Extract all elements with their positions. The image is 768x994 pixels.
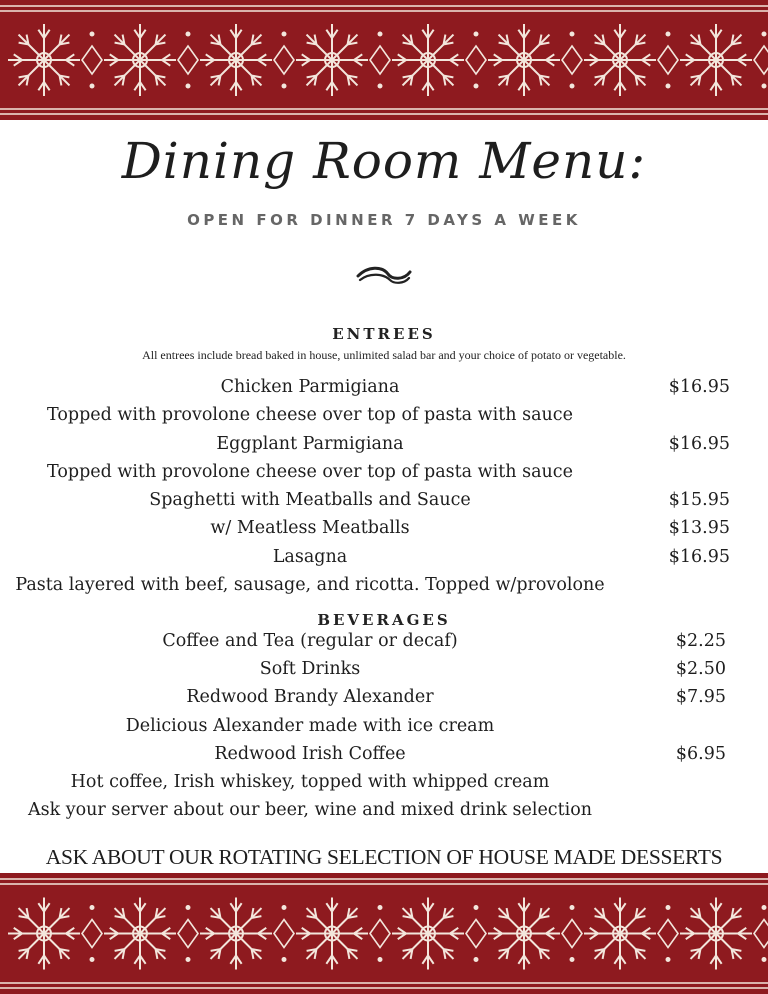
diamond-ornament-icon xyxy=(562,920,582,948)
menu-item-name: Coffee and Tea (regular or decaf) xyxy=(162,631,458,651)
menu-item-price: $6.95 xyxy=(675,744,726,764)
diamond-ornament-icon xyxy=(82,920,102,948)
dot-ornament-icon xyxy=(762,32,767,37)
top-snowflake-border xyxy=(0,0,768,120)
snowflake-icon xyxy=(680,898,752,970)
diamond-ornament-icon xyxy=(274,920,294,948)
menu-item-price: $7.95 xyxy=(675,687,726,707)
swirl-divider-icon xyxy=(354,262,414,290)
dot-ornament-icon xyxy=(282,905,287,910)
snowflake-icon xyxy=(392,898,464,970)
menu-item-name: Lasagna xyxy=(272,547,348,567)
menu-item-price: $15.95 xyxy=(668,490,730,510)
snowflake-icon xyxy=(296,24,368,96)
dot-ornament-icon xyxy=(570,84,575,89)
snowflake-pattern-bottom xyxy=(0,873,768,994)
dot-ornament-icon xyxy=(90,905,95,910)
snowflake-pattern-top xyxy=(0,0,768,120)
dot-ornament-icon xyxy=(666,905,671,910)
dot-ornament-icon xyxy=(378,905,383,910)
dot-ornament-icon xyxy=(762,905,767,910)
menu-item-price: $16.95 xyxy=(668,547,730,567)
dot-ornament-icon xyxy=(378,32,383,37)
dot-ornament-icon xyxy=(666,84,671,89)
menu-item-price: $16.95 xyxy=(668,377,730,397)
dot-ornament-icon xyxy=(186,84,191,89)
menu-item-name: Redwood Brandy Alexander xyxy=(186,687,434,707)
dot-ornament-icon xyxy=(570,905,575,910)
dot-ornament-icon xyxy=(378,84,383,89)
menu-item-price: $16.95 xyxy=(668,434,730,454)
dot-ornament-icon xyxy=(666,32,671,37)
diamond-ornament-icon xyxy=(754,46,768,74)
dot-ornament-icon xyxy=(474,32,479,37)
menu-item-name: Chicken Parmigiana xyxy=(220,377,400,397)
beverages-note: Ask your server about our beer, wine and mixed drink selection xyxy=(27,800,593,820)
dot-ornament-icon xyxy=(186,905,191,910)
dot-ornament-icon xyxy=(282,32,287,37)
diamond-ornament-icon xyxy=(466,920,486,948)
page-subtitle: OPEN FOR DINNER 7 DAYS A WEEK xyxy=(187,211,581,229)
menu-item-description: Topped with provolone cheese over top of pasta with sauce xyxy=(47,405,573,425)
menu-item-name: Soft Drinks xyxy=(259,659,361,679)
menu-item-description: Pasta layered with beef, sausage, and ricotta. Topped w/provolone xyxy=(15,575,605,595)
menu-item-description: Topped with provolone cheese over top of pasta with sauce xyxy=(47,462,573,482)
diamond-ornament-icon xyxy=(370,920,390,948)
dot-ornament-icon xyxy=(570,957,575,962)
dot-ornament-icon xyxy=(90,84,95,89)
dot-ornament-icon xyxy=(186,957,191,962)
dot-ornament-icon xyxy=(282,957,287,962)
diamond-ornament-icon xyxy=(658,920,678,948)
menu-item-price: $2.50 xyxy=(675,659,726,679)
entrees-heading: ENTREES xyxy=(332,325,436,343)
diamond-ornament-icon xyxy=(658,46,678,74)
menu-item-price: $13.95 xyxy=(668,518,730,538)
snowflake-icon xyxy=(200,898,272,970)
dot-ornament-icon xyxy=(474,957,479,962)
diamond-ornament-icon xyxy=(466,46,486,74)
dot-ornament-icon xyxy=(282,84,287,89)
menu-item-description: Delicious Alexander made with ice cream xyxy=(125,716,495,736)
dot-ornament-icon xyxy=(762,84,767,89)
snowflake-icon xyxy=(488,24,560,96)
snowflake-icon xyxy=(488,898,560,970)
diamond-ornament-icon xyxy=(370,46,390,74)
desserts-banner: ASK ABOUT OUR ROTATING SELECTION OF HOUSE MADE DESSERTS xyxy=(45,845,723,869)
snowflake-icon xyxy=(8,24,80,96)
menu-item-name: Redwood Irish Coffee xyxy=(214,744,406,764)
snowflake-icon xyxy=(584,24,656,96)
snowflake-icon xyxy=(8,898,80,970)
dot-ornament-icon xyxy=(570,32,575,37)
snowflake-icon xyxy=(200,24,272,96)
menu-item-name: Eggplant Parmigiana xyxy=(216,434,404,454)
dot-ornament-icon xyxy=(378,957,383,962)
dot-ornament-icon xyxy=(474,84,479,89)
dot-ornament-icon xyxy=(666,957,671,962)
snowflake-icon xyxy=(104,24,176,96)
diamond-ornament-icon xyxy=(178,920,198,948)
beverages-heading: BEVERAGES xyxy=(317,611,451,629)
dot-ornament-icon xyxy=(762,957,767,962)
page-title: Dining Room Menu: xyxy=(121,132,647,190)
dot-ornament-icon xyxy=(90,957,95,962)
entrees-note: All entrees include bread baked in house, unlimited salad bar and your choice of potato or vegetable. xyxy=(142,348,626,362)
menu-item-description: Hot coffee, Irish whiskey, topped with whipped cream xyxy=(70,772,550,792)
diamond-ornament-icon xyxy=(754,920,768,948)
bottom-snowflake-border xyxy=(0,873,768,994)
menu-item-price: $2.25 xyxy=(675,631,726,651)
menu-item-name: w/ Meatless Meatballs xyxy=(210,518,410,538)
snowflake-icon xyxy=(104,898,176,970)
snowflake-icon xyxy=(392,24,464,96)
dot-ornament-icon xyxy=(186,32,191,37)
snowflake-icon xyxy=(680,24,752,96)
diamond-ornament-icon xyxy=(178,46,198,74)
snowflake-icon xyxy=(584,898,656,970)
diamond-ornament-icon xyxy=(82,46,102,74)
dot-ornament-icon xyxy=(90,32,95,37)
menu-item-name: Spaghetti with Meatballs and Sauce xyxy=(149,490,471,510)
dot-ornament-icon xyxy=(474,905,479,910)
diamond-ornament-icon xyxy=(562,46,582,74)
diamond-ornament-icon xyxy=(274,46,294,74)
snowflake-icon xyxy=(296,898,368,970)
